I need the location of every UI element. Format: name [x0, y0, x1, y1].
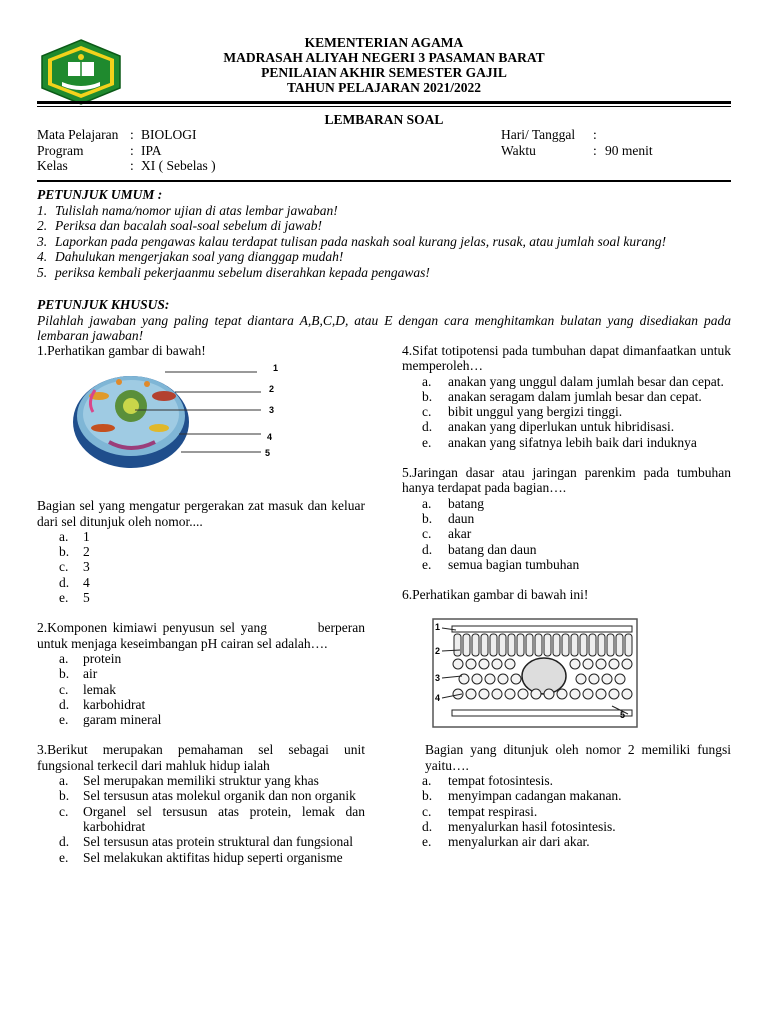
option-text: menyimpan cadangan makanan. — [448, 788, 622, 804]
option-text: karbohidrat — [83, 696, 146, 712]
answer-option — [402, 773, 731, 788]
spongy-cell — [602, 674, 612, 684]
option-letter: b. — [422, 510, 433, 526]
sheet-title: LEMBARAN SOAL — [324, 112, 444, 127]
spongy-cell — [479, 659, 489, 669]
answer-option — [402, 804, 731, 819]
q6-intro: 6.Perhatikan gambar di bawah ini! — [402, 587, 589, 603]
option-letter: d. — [422, 818, 433, 834]
leaf-cross-section-figure — [402, 602, 731, 742]
option-letter: d. — [422, 541, 433, 557]
general-instruction-item — [37, 249, 666, 265]
spongy-cell — [466, 689, 476, 699]
palisade-cell — [463, 634, 470, 656]
option-letter: d. — [59, 834, 70, 850]
item-number: 4. — [37, 249, 48, 264]
palisade-cell — [490, 634, 497, 656]
answer-option — [37, 590, 365, 605]
answer-option — [37, 834, 365, 849]
spongy-cell — [609, 659, 619, 669]
colon: : — [130, 142, 134, 158]
q5-stem: 5.Jaringan dasar atau jaringan parenkim pada tumbuhan hanya terdapat pada bagian…. — [402, 465, 731, 496]
item-text: Laporkan pada pengawas kalau terdapat tulisan pada naskah soal kurang jelas, rusak, atau jumlah soal kurang! — [55, 233, 667, 249]
option-text: anakan yang unggul dalam jumlah besar dan cepat. — [448, 373, 724, 389]
item-number: 3. — [37, 233, 48, 249]
header-exam: PENILAIAN AKHIR SEMESTER GAJIL — [261, 65, 507, 80]
item-text: Periksa dan bacalah soal-soal sebelum di jawab! — [55, 218, 322, 233]
option-text: Sel tersusun atas protein struktural dan fungsional — [83, 834, 353, 850]
option-letter: a. — [59, 650, 69, 666]
leaf-label-5: 5 — [620, 710, 626, 721]
special-text: Pilahlah jawaban yang paling tepat diantara A,B,C,D, atau E dengan cara menghitamkan bulatan yang disediakan pada lembaran jawaban! — [37, 312, 731, 343]
header-year: TAHUN PELAJARAN 2021/2022 — [286, 80, 481, 95]
palisade-cell — [508, 634, 515, 656]
palisade-cell — [598, 634, 605, 656]
option-text: lemak — [83, 681, 116, 697]
answer-option — [37, 559, 365, 574]
answer-option — [37, 712, 365, 727]
answer-option — [402, 834, 731, 849]
option-letter: e. — [59, 712, 69, 728]
answer-option — [402, 788, 731, 803]
cell-label-5: 5 — [265, 448, 271, 459]
option-letter: b. — [59, 666, 70, 682]
spongy-cell — [583, 689, 593, 699]
cell-label-3: 3 — [269, 405, 275, 416]
option-text: menyalurkan air dari akar. — [448, 834, 590, 850]
q4-stem: 4.Sifat totipotensi pada tumbuhan dapat dimanfaatkan untuk memperoleh… — [402, 343, 731, 374]
cell-label-4: 4 — [267, 432, 273, 443]
option-text: anakan yang diperlukan untuk hibridisasi. — [448, 419, 675, 435]
answer-option — [402, 404, 731, 419]
spongy-cell — [589, 674, 599, 684]
cell-label-2: 2 — [269, 384, 275, 395]
q2-stem: 2.Komponen kimiawi penyusun sel yang berperan untuk menjaga keseimbangan pH cairan sel adalah…. — [37, 620, 369, 651]
palisade-cell — [616, 634, 623, 656]
option-letter: a. — [422, 773, 432, 789]
header-ministry: KEMENTERIAN AGAMA — [304, 35, 464, 50]
option-text: 1 — [83, 528, 90, 544]
answer-option — [37, 666, 365, 681]
q5-options — [402, 496, 731, 572]
answer-option — [37, 529, 365, 544]
answer-option — [402, 435, 731, 450]
answer-option — [402, 419, 731, 434]
option-text: semua bagian tumbuhan — [448, 556, 580, 572]
option-letter: c. — [59, 559, 69, 575]
item-text: periksa kembali pekerjaanmu sebelum diserahkan kepada pengawas! — [55, 264, 430, 280]
option-letter: c. — [59, 681, 69, 697]
option-text: protein — [83, 650, 122, 666]
option-text: anakan seragam dalam jumlah besar dan cepat. — [448, 388, 702, 404]
answer-option — [402, 496, 731, 511]
general-instruction-item — [37, 234, 666, 250]
option-text: Sel merupakan memiliki struktur yang khas — [83, 773, 319, 789]
general-instruction-item — [37, 265, 666, 281]
option-letter: c. — [422, 404, 432, 420]
time-label: Waktu — [501, 142, 536, 158]
option-text: Organel sel tersusun atas protein, lemak dan karbohidrat — [83, 803, 365, 834]
answer-option — [37, 804, 365, 835]
q1-options — [37, 529, 365, 605]
option-letter: c. — [422, 526, 432, 542]
spongy-cell — [570, 659, 580, 669]
cell-label-1: 1 — [273, 363, 279, 374]
option-letter: d. — [59, 574, 70, 590]
spongy-cell — [472, 674, 482, 684]
option-text: garam mineral — [83, 712, 162, 728]
option-text: batang — [448, 495, 484, 511]
option-letter: a. — [59, 528, 69, 544]
spongy-cell — [492, 689, 502, 699]
option-letter: c. — [59, 803, 69, 819]
spongy-cell — [596, 689, 606, 699]
option-letter: e. — [59, 590, 69, 606]
right-column — [402, 343, 731, 850]
option-letter: a. — [422, 373, 432, 389]
general-instruction-item — [37, 218, 666, 234]
answer-option — [37, 682, 365, 697]
option-text: batang dan daun — [448, 541, 537, 557]
palisade-cell — [526, 634, 533, 656]
q1-intro: 1.Perhatikan gambar di bawah! — [37, 343, 206, 358]
answer-option — [37, 697, 365, 712]
q1-stem: Bagian sel yang mengatur pergerakan zat masuk dan keluar dari sel ditunjuk oleh nomor.... — [37, 498, 365, 529]
q3-stem: 3.Berikut merupakan pemahaman sel sebagai unit fungsional terkecil dari mahluk hidup ialah — [37, 742, 365, 773]
day-label: Hari/ Tanggal — [501, 127, 576, 142]
spongy-cell — [466, 659, 476, 669]
palisade-cell — [481, 634, 488, 656]
spongy-cell — [622, 659, 632, 669]
spongy-cell — [544, 689, 554, 699]
answer-option — [402, 389, 731, 404]
item-number: 2. — [37, 218, 48, 233]
answer-option — [402, 557, 731, 572]
palisade-cell — [517, 634, 524, 656]
option-text: bibit unggul yang bergizi tinggi. — [448, 404, 623, 420]
option-letter: d. — [59, 696, 70, 712]
spongy-cell — [622, 689, 632, 699]
answer-option — [37, 544, 365, 559]
option-letter: b. — [422, 388, 433, 404]
special-title: PETUNJUK KHUSUS: — [37, 297, 170, 312]
palisade-cell — [562, 634, 569, 656]
spongy-cell — [518, 689, 528, 699]
spongy-cell — [498, 674, 508, 684]
palisade-cell — [580, 634, 587, 656]
general-instructions — [37, 187, 666, 280]
colon: : — [593, 127, 597, 142]
option-text: 5 — [83, 590, 90, 606]
program-label: Program — [37, 142, 84, 158]
palisade-cell — [607, 634, 614, 656]
spongy-cell — [557, 689, 567, 699]
general-instruction-item — [37, 203, 666, 219]
option-letter: e. — [59, 849, 69, 865]
info-rule — [37, 180, 731, 182]
palisade-cell — [544, 634, 551, 656]
animal-cell-figure — [37, 362, 365, 480]
option-text: Sel tersusun atas molekul organik dan non organik — [83, 788, 356, 804]
spongy-cell — [492, 659, 502, 669]
leaf-label-1: 1 — [435, 622, 441, 633]
palisade-cell — [472, 634, 479, 656]
left-column — [37, 343, 369, 865]
option-letter: a. — [59, 773, 69, 789]
option-text: menyalurkan hasil fotosintesis. — [448, 818, 616, 834]
option-letter: a. — [422, 495, 432, 511]
header-school: MADRASAH ALIYAH NEGERI 3 PASAMAN BARAT — [223, 50, 545, 65]
option-letter: b. — [59, 788, 70, 804]
option-letter: b. — [422, 788, 433, 804]
header-rule-thick — [37, 101, 731, 104]
item-text: Dahulukan mengerjakan soal yang dianggap mudah! — [55, 249, 344, 264]
palisade-cell — [625, 634, 632, 656]
q6-stem: Bagian yang ditunjuk oleh nomor 2 memiliki fungsi yaitu…. — [425, 742, 731, 773]
palisade-cell — [589, 634, 596, 656]
palisade-cell — [499, 634, 506, 656]
spongy-cell — [511, 674, 521, 684]
item-text: Tulislah nama/nomor ujian di atas lembar jawaban! — [55, 202, 338, 218]
item-number: 5. — [37, 264, 48, 280]
option-letter: e. — [422, 556, 432, 572]
spongy-cell — [576, 674, 586, 684]
option-text: tempat respirasi. — [448, 803, 538, 819]
palisade-cell — [571, 634, 578, 656]
answer-option — [402, 526, 731, 541]
answer-option — [37, 788, 365, 803]
q4-options — [402, 374, 731, 450]
palisade-cell — [535, 634, 542, 656]
spongy-cell — [570, 689, 580, 699]
special-instructions — [37, 297, 731, 344]
option-text: 4 — [83, 574, 90, 590]
header-rule-thin — [37, 106, 731, 107]
option-letter: b. — [59, 544, 70, 560]
answer-option — [402, 819, 731, 834]
option-text: air — [83, 666, 98, 682]
spongy-cell — [531, 689, 541, 699]
answer-option — [37, 773, 365, 788]
answer-option — [37, 850, 365, 865]
spongy-cell — [505, 659, 515, 669]
spongy-cell — [459, 674, 469, 684]
option-letter: c. — [422, 803, 432, 819]
spongy-cell — [505, 689, 515, 699]
option-text: anakan yang sifatnya lebih baik dari induknya — [448, 434, 697, 450]
palisade-cell — [553, 634, 560, 656]
leaf-label-3: 3 — [435, 673, 441, 684]
spongy-cell — [453, 659, 463, 669]
option-letter: d. — [422, 419, 433, 435]
exam-info — [37, 127, 737, 174]
spongy-cell — [479, 689, 489, 699]
palisade-cell — [454, 634, 461, 656]
spongy-cell — [583, 659, 593, 669]
leaf-label-4: 4 — [435, 693, 441, 704]
spongy-cell — [609, 689, 619, 699]
spongy-cell — [596, 659, 606, 669]
option-text: akar — [448, 526, 472, 542]
spongy-cell — [615, 674, 625, 684]
subject-label: Mata Pelajaran — [37, 127, 119, 142]
q3-options — [37, 773, 365, 865]
subject-value: BIOLOGI — [141, 127, 197, 142]
answer-option — [402, 374, 731, 389]
colon: : — [130, 127, 134, 142]
time-value: 90 menit — [605, 142, 653, 158]
answer-option — [37, 575, 365, 590]
answer-option — [402, 511, 731, 526]
general-title: PETUNJUK UMUM : — [37, 187, 163, 202]
program-value: IPA — [141, 142, 162, 158]
class-label: Kelas — [37, 158, 68, 173]
q2-options — [37, 651, 365, 727]
colon: : — [130, 158, 134, 173]
option-letter: e. — [422, 834, 432, 850]
spongy-cell — [485, 674, 495, 684]
answer-option — [37, 651, 365, 666]
q6-options — [402, 773, 731, 849]
leaf-label-2: 2 — [435, 646, 441, 657]
option-text: 3 — [83, 559, 90, 575]
item-number: 1. — [37, 202, 48, 218]
option-letter: e. — [422, 434, 432, 450]
option-text: daun — [448, 510, 475, 526]
class-value: XI ( Sebelas ) — [141, 158, 216, 173]
option-text: Sel melakukan aktifitas hidup seperti organisme — [83, 849, 343, 865]
colon: : — [593, 142, 597, 158]
answer-option — [402, 542, 731, 557]
option-text: 2 — [83, 544, 90, 560]
option-text: tempat fotosintesis. — [448, 773, 553, 789]
